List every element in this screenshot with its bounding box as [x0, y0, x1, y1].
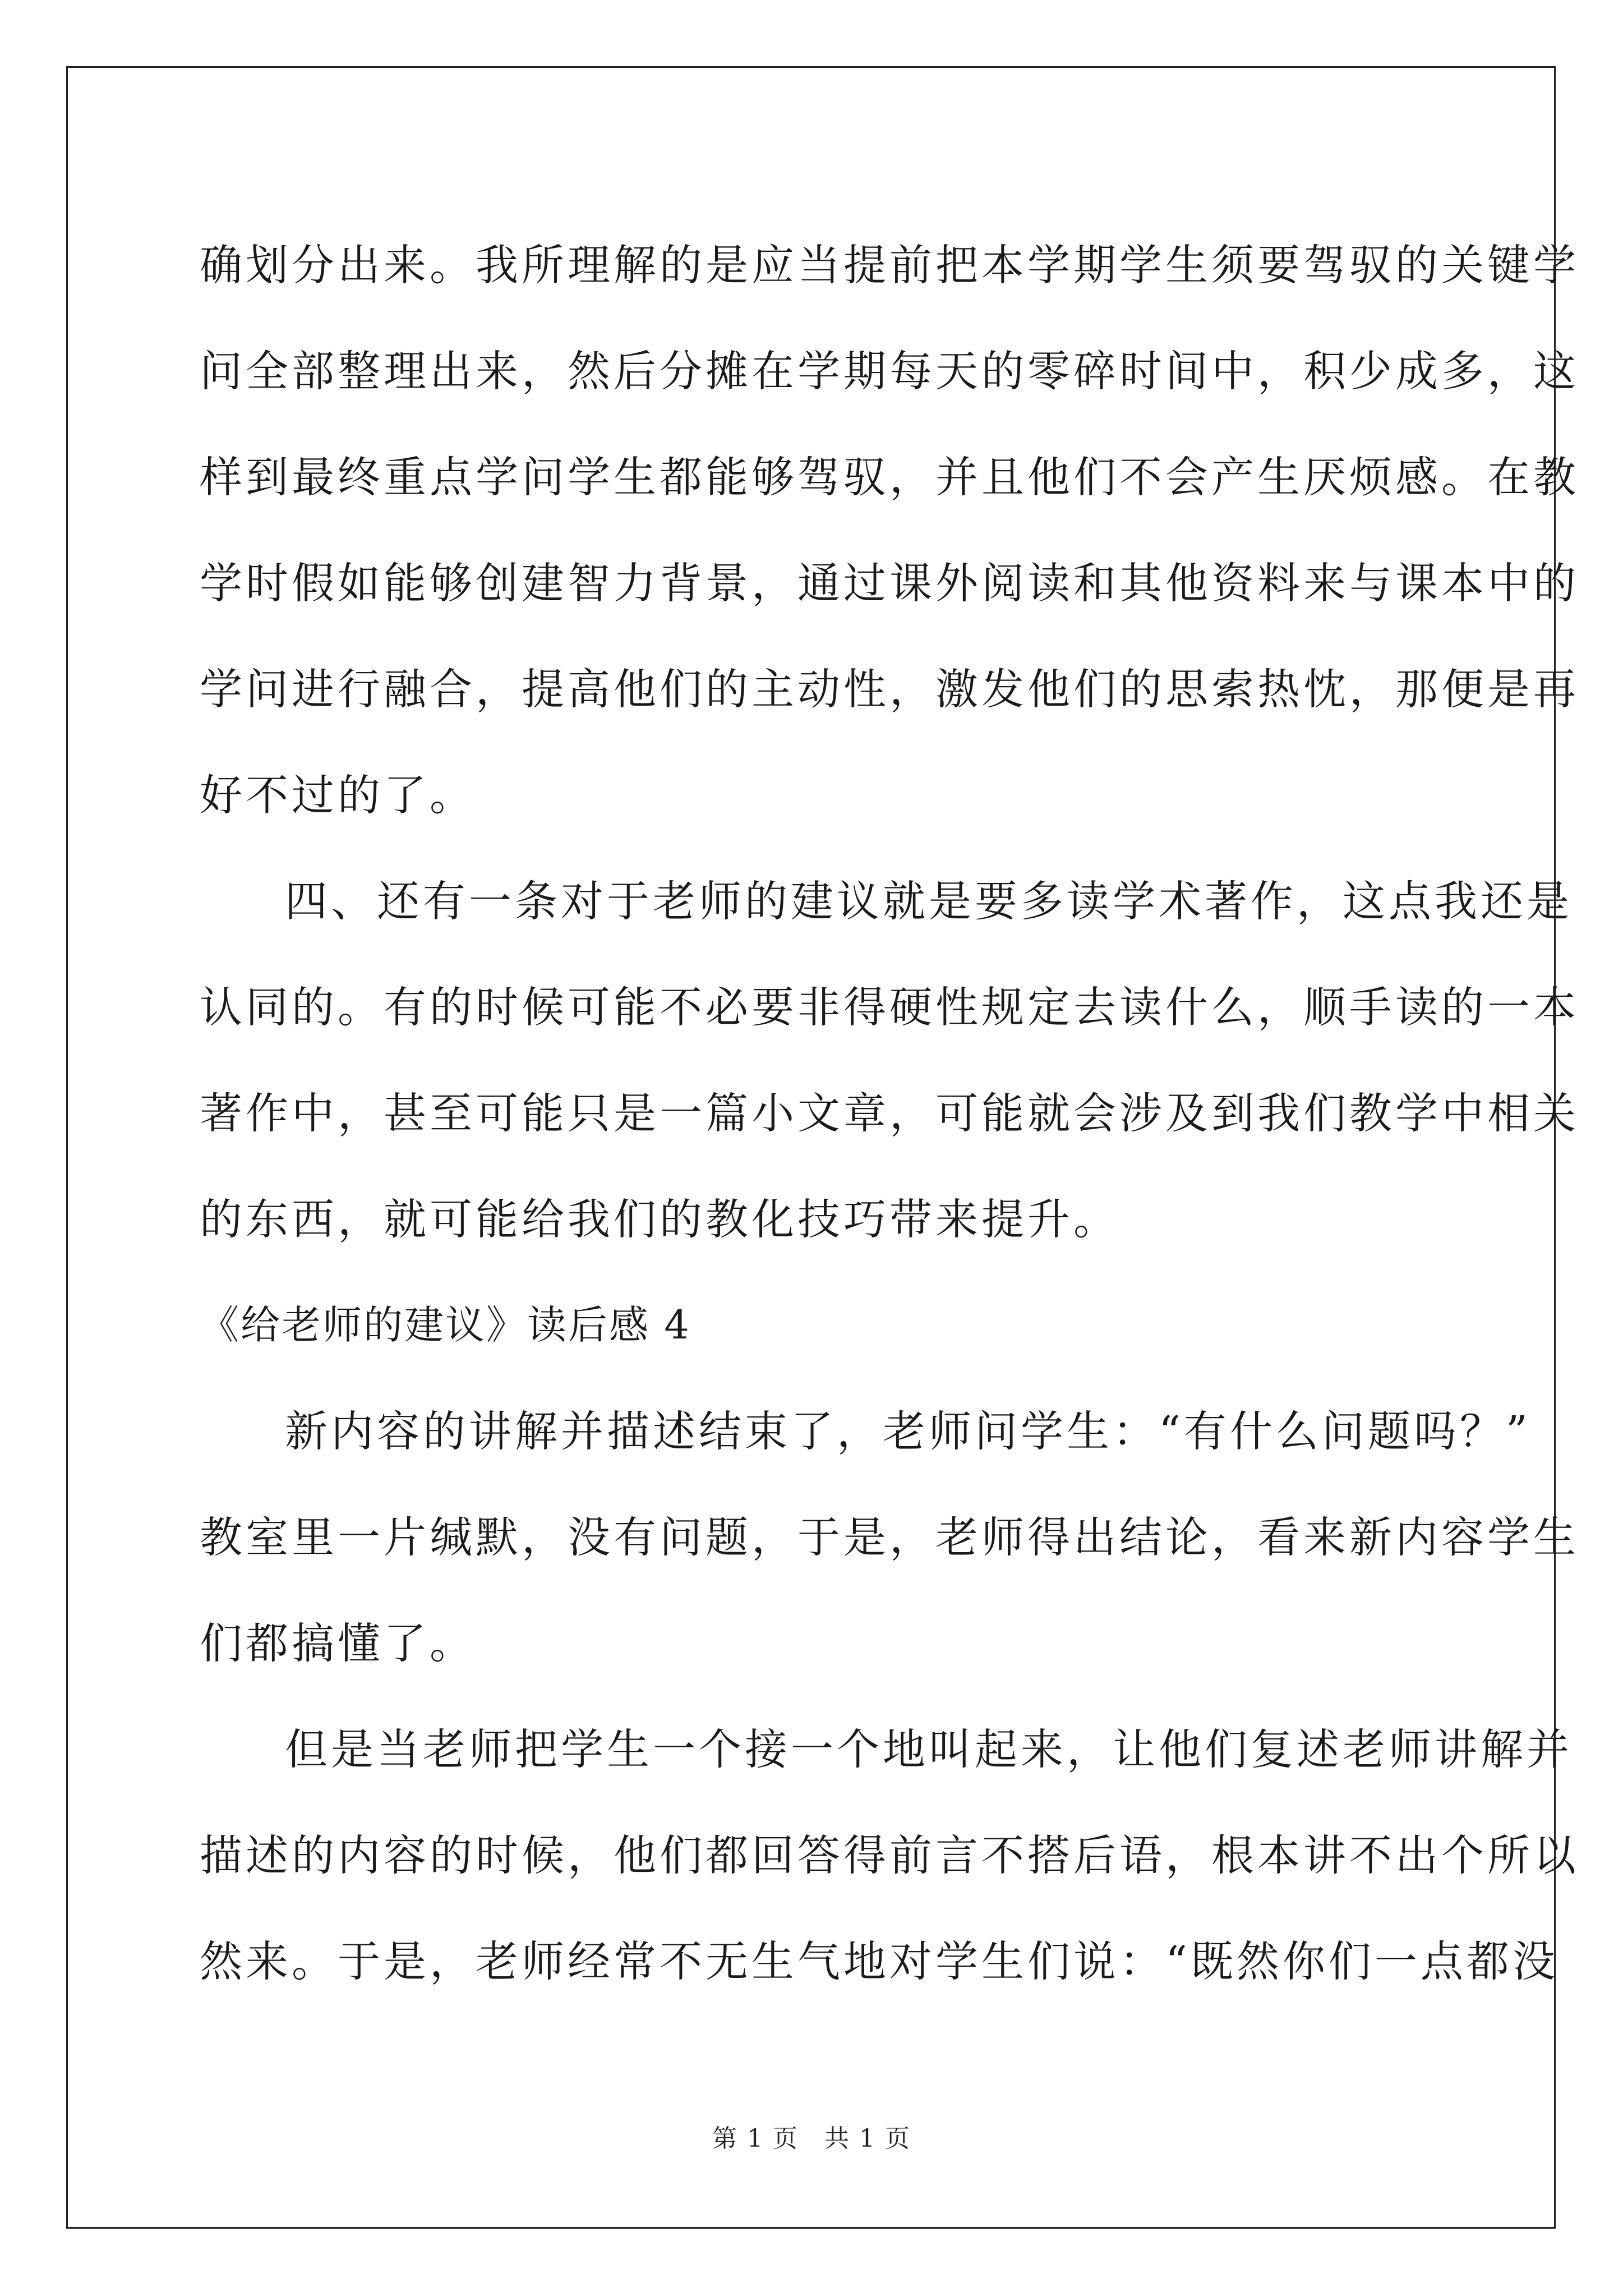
text-line: 确划分出来。我所理解的是应当提前把本学期学生须要驾驭的关键学 — [200, 240, 1579, 290]
text-line: 好不过的了。 — [200, 770, 476, 820]
text-line: 的东西，就可能给我们的教化技巧带来提升。 — [200, 1194, 1119, 1244]
paragraph-start-line: 新内容的讲解并描述结束了，老师问学生：“有什么问题吗？” — [285, 1406, 1531, 1456]
text-line: 描述的内容的时候，他们都回答得前言不搭后语，根本讲不出个所以 — [200, 1830, 1579, 1880]
page-footer: 第 1 页 共 1 页 — [712, 2124, 911, 2153]
text-line: 认同的。有的时候可能不必要非得硬性规定去读什么，顺手读的一本 — [200, 982, 1579, 1032]
paragraph-start-line: 但是当老师把学生一个接一个地叫起来，让他们复述老师讲解并 — [285, 1724, 1573, 1774]
document-body — [200, 212, 1579, 2014]
text-line: 学问进行融合，提高他们的主动性，激发他们的思索热忱，那便是再 — [200, 664, 1579, 714]
text-line: 样到最终重点学问学生都能够驾驭，并且他们不会产生厌烦感。在教 — [200, 452, 1579, 502]
text-line: 著作中，甚至可能只是一篇小文章，可能就会涉及到我们教学中相关 — [200, 1088, 1579, 1138]
text-line: 们都搞懂了。 — [200, 1618, 476, 1668]
text-line: 教室里一片缄默，没有问题，于是，老师得出结论，看来新内容学生 — [200, 1512, 1579, 1562]
paragraph-start-line: 四、还有一条对于老师的建议就是要多读学术著作，这点我还是 — [285, 876, 1573, 926]
text-line: 问全部整理出来，然后分摊在学期每天的零碎时间中，积少成多，这 — [200, 346, 1579, 396]
text-line: 然来。于是，老师经常不无生气地对学生们说：“既然你们一点都没 — [200, 1936, 1559, 1986]
section-heading: 《给老师的建议》读后感 4 — [200, 1302, 691, 1348]
text-line: 学时假如能够创建智力背景，通过课外阅读和其他资料来与课本中的 — [200, 558, 1579, 608]
